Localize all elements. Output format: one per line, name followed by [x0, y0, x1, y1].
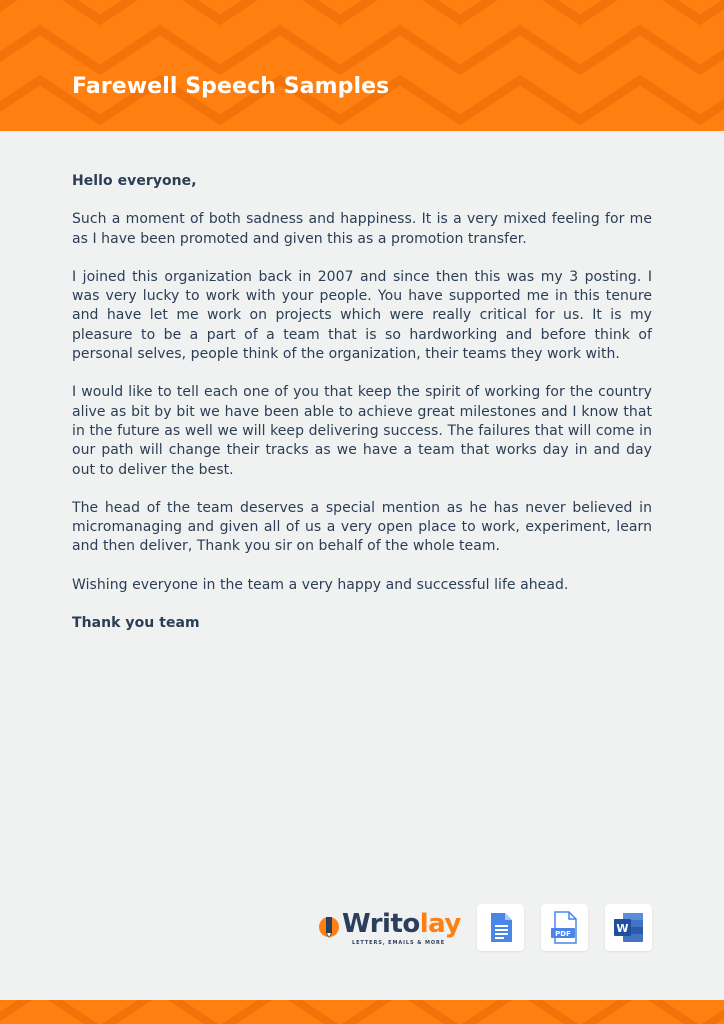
- letter-paragraph: The head of the team deserves a special mention as he has never believed in micromanaging and given all of us a very open place to work, experiment, learn and then deliver, Thank you sir on behalf of the whole team.: [72, 499, 652, 555]
- letter-closing: Thank you team: [72, 615, 200, 632]
- letter-body: [72, 172, 652, 652]
- footer-banner: [0, 1000, 724, 1024]
- zigzag-pattern: [0, 1000, 724, 1024]
- google-docs-icon: [477, 904, 524, 951]
- brand-tagline: LETTERS, EMAILS & MORE: [352, 940, 446, 946]
- word-label: W: [616, 922, 629, 935]
- letter-paragraph: Such a moment of both sadness and happiness. It is a very mixed feeling for me as I have been promoted and given this as a promotion transfer.: [72, 211, 652, 247]
- page-title: Farewell Speech Samples: [72, 74, 390, 99]
- pdf-download-button[interactable]: [541, 904, 588, 951]
- writolay-logo[interactable]: [318, 907, 461, 953]
- brand-name: Writolay: [342, 909, 461, 939]
- pencil-logo-icon: [318, 911, 340, 941]
- letter-paragraph: I joined this organization back in 2007 and since then this was my 3 posting. I was very lucky to work with your people. You have supported me in this tenure and have let me work on projects which were really critical for us. It is my pleasure to be a part of a team that is so hardworking and before think of personal selves, people think of the organization, their teams they work with.: [72, 268, 652, 363]
- word-icon: [605, 904, 652, 951]
- letter-greeting: Hello everyone,: [72, 173, 197, 189]
- pdf-label: PDF: [555, 930, 571, 938]
- google-docs-download-button[interactable]: [477, 904, 524, 951]
- pdf-icon: [541, 904, 588, 951]
- letter-paragraph: Wishing everyone in the team a very happy and successful life ahead.: [72, 576, 569, 593]
- letter-paragraph: I would like to tell each one of you that keep the spirit of working for the country alive as bit by bit we have been able to achieve great milestones and I know that in the future as well we will keep delivering success. The failures that will come in our path will change their tracks as we have a team that works day in and day out to deliver the best.: [72, 384, 652, 478]
- header-banner: [0, 0, 724, 131]
- zigzag-pattern: [0, 0, 724, 131]
- word-download-button[interactable]: [605, 904, 652, 951]
